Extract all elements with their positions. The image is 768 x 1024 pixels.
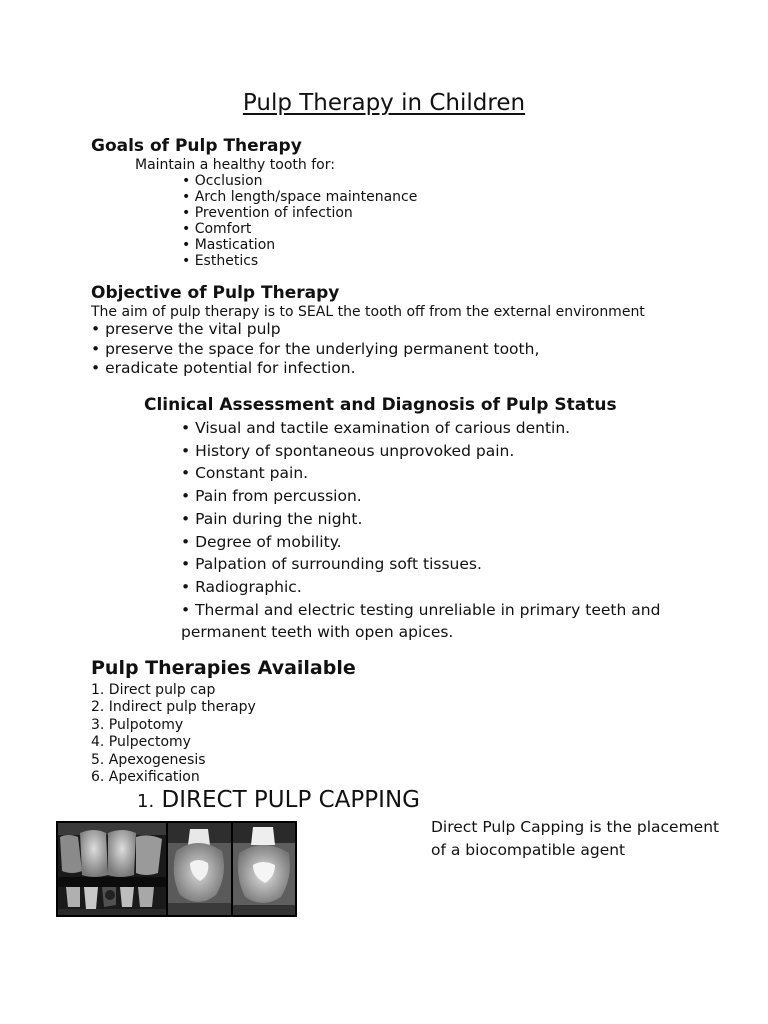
goals-heading: Goals of Pulp Therapy xyxy=(91,136,302,156)
therapies-list xyxy=(91,682,256,786)
list-item: • eradicate potential for infection. xyxy=(91,359,356,377)
list-item: • Arch length/space maintenance xyxy=(182,189,418,205)
list-item: • Mastication xyxy=(182,237,276,253)
list-item: 2. Indirect pulp therapy xyxy=(91,699,256,716)
list-item: • Esthetics xyxy=(182,253,259,269)
list-item: • preserve the vital pulp xyxy=(91,320,281,338)
radiograph-photo-2 xyxy=(233,823,295,915)
direct-capping-heading xyxy=(137,787,420,813)
clinical-heading: Clinical Assessment and Diagnosis of Pulp Status xyxy=(144,395,617,415)
objective-heading: Objective of Pulp Therapy xyxy=(91,283,340,303)
list-item: • History of spontaneous unprovoked pain. xyxy=(181,441,515,460)
radiograph-photo-1 xyxy=(168,823,231,915)
list-item: • Occlusion xyxy=(182,173,263,189)
goals-list xyxy=(182,173,417,269)
section-number: 1. xyxy=(137,791,155,812)
direct-capping-description: Direct Pulp Capping is the placement of a biocompatible agent xyxy=(431,818,720,859)
section-title: DIRECT PULP CAPPING xyxy=(161,787,420,813)
objective-intro: The aim of pulp therapy is to SEAL the tooth off from the external environment xyxy=(91,304,645,320)
list-item: • Comfort xyxy=(182,221,252,237)
objective-list xyxy=(91,320,539,379)
clinical-photo-teeth xyxy=(58,823,166,915)
page-title: Pulp Therapy in Children xyxy=(242,90,526,116)
list-item: • preserve the space for the underlying permanent tooth, xyxy=(91,339,540,358)
list-item: • Prevention of infection xyxy=(182,205,353,221)
list-item: • Radiographic. xyxy=(181,577,302,596)
list-item: • Visual and tactile examination of carious dentin. xyxy=(181,419,571,437)
list-item: 4. Pulpectomy xyxy=(91,734,191,751)
list-item: • Pain from percussion. xyxy=(181,487,362,506)
list-item: 3. Pulpotomy xyxy=(91,716,184,733)
goals-intro: Maintain a healthy tooth for: xyxy=(135,157,335,173)
list-item: • Thermal and electric testing unreliable in primary teeth and permanent teeth with open apices. xyxy=(181,600,661,642)
list-item: • Pain during the night. xyxy=(181,509,363,528)
list-item: 6. Apexification xyxy=(91,769,200,786)
list-item: • Constant pain. xyxy=(181,464,309,483)
clinical-list xyxy=(181,417,681,644)
list-item: • Palpation of surrounding soft tissues. xyxy=(181,555,482,574)
list-item: 5. Apexogenesis xyxy=(91,751,206,768)
list-item: 1. Direct pulp cap xyxy=(91,682,216,698)
list-item: • Degree of mobility. xyxy=(181,532,342,551)
clinical-photos xyxy=(56,821,297,917)
therapies-heading: Pulp Therapies Available xyxy=(91,657,356,679)
